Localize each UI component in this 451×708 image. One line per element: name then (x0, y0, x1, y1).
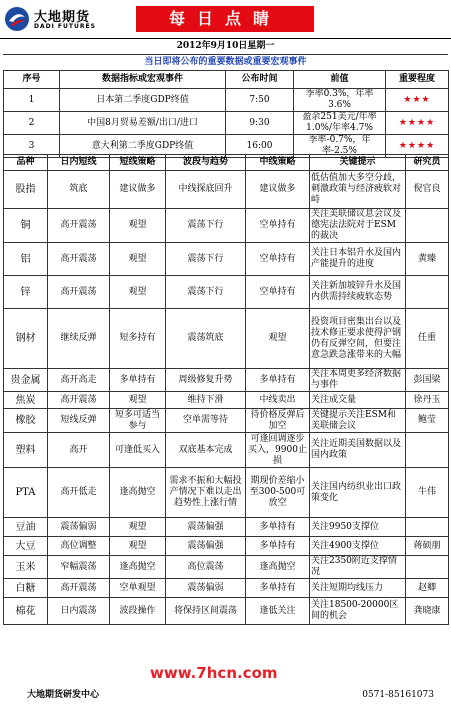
row-mid: 观望 (246, 309, 310, 369)
row-hint: 关注4900支撑位 (310, 537, 406, 556)
col-header: 品种 (4, 155, 48, 171)
row-trend: 震荡下行 (166, 243, 246, 276)
logo-text-cn: 大地期货 (34, 10, 91, 25)
footer-org: 大地期货研发中心 (27, 690, 100, 700)
row-hint: 投资项目密集出台以及技术修正要求使得沪钢仍有反弹空间，但要注意急跌急涨带来的大幅 (310, 309, 406, 369)
row-item: 铝 (4, 243, 48, 276)
row-short: 多单持有 (110, 369, 166, 392)
table-row (4, 433, 449, 468)
col-header: 短线策略 (110, 155, 166, 171)
event-importance: ★★★★ (386, 135, 449, 158)
event-importance: ★★★ (386, 89, 449, 112)
event-time: 16:00 (226, 135, 294, 158)
row-hint: 关注2350附近支撑情况 (310, 556, 406, 579)
row-trend: 高位震荡 (166, 556, 246, 579)
table-row (4, 392, 449, 409)
row-intraday: 高开 (48, 433, 110, 468)
table-row (4, 518, 449, 537)
row-intraday: 高开震荡 (48, 392, 110, 409)
event-importance: ★★★★ (386, 112, 449, 135)
col-header: 重要程度 (386, 71, 449, 89)
row-mid: 建议做多 (246, 171, 310, 209)
footer (3, 684, 448, 706)
footer-phone: 0571-85161073 (362, 690, 434, 700)
row-short: 波段操作 (110, 598, 166, 625)
table-row (4, 209, 449, 243)
row-intraday: 高开低走 (48, 468, 110, 518)
row-trend: 震荡偏强 (166, 537, 246, 556)
row-trend: 双底基本完成 (166, 433, 246, 468)
event-prev: 季率-0.7%，年率-2.5% (294, 135, 386, 158)
row-short: 短多持有 (110, 309, 166, 369)
logo-mark-icon (4, 6, 30, 32)
row-researcher: 倪官良 (406, 171, 449, 209)
watermark: www.7hcn.com (150, 664, 278, 682)
row-hint: 关注国内纺织业出口政策变化 (310, 468, 406, 518)
col-header: 前值 (294, 71, 386, 89)
row-hint: 低估值加大多空分歧，刺激政策与经济疲软对峙 (310, 171, 406, 209)
table-row (4, 276, 449, 309)
table-row (4, 243, 449, 276)
row-item: 玉米 (4, 556, 48, 579)
col-header: 中线策略 (246, 155, 310, 171)
row-intraday: 日内震荡 (48, 598, 110, 625)
row-mid: 空单持有 (246, 209, 310, 243)
row-mid: 多单持有 (246, 369, 310, 392)
row-hint: 关注近期美国数据以及国内政策 (310, 433, 406, 468)
row-researcher (406, 433, 449, 468)
col-header: 研究员 (406, 155, 449, 171)
row-item: 大豆 (4, 537, 48, 556)
page-title: 每日点睛 (136, 6, 314, 32)
row-trend: 中线探底回升 (166, 171, 246, 209)
event-no: 3 (4, 135, 60, 158)
row-researcher: 徐丹玉 (406, 392, 449, 409)
col-header: 波段与趋势 (166, 155, 246, 171)
col-header: 数据指标或宏观事件 (60, 71, 226, 89)
row-short: 观望 (110, 276, 166, 309)
logo-text-en: DADI FUTURES (34, 23, 96, 30)
row-mid: 中线卖出 (246, 392, 310, 409)
row-hint: 关注日本铝升水及国内产能提升的进度 (310, 243, 406, 276)
row-short: 逢高抛空 (110, 468, 166, 518)
row-intraday: 高位调整 (48, 537, 110, 556)
event-no: 1 (4, 89, 60, 112)
col-header: 序号 (4, 71, 60, 89)
row-researcher: 彭国梁 (406, 369, 449, 392)
row-mid: 逢低关注 (246, 598, 310, 625)
row-mid: 多单持有 (246, 579, 310, 598)
row-researcher: 龚晓康 (406, 598, 449, 625)
row-item: 棉花 (4, 598, 48, 625)
row-hint: 关注本周更多经济数据与事件 (310, 369, 406, 392)
row-intraday: 高开高走 (48, 369, 110, 392)
col-header: 日内短线 (48, 155, 110, 171)
row-intraday: 高开震荡 (48, 276, 110, 309)
table-row (4, 409, 449, 433)
row-intraday: 高开震荡 (48, 243, 110, 276)
row-trend: 震荡筑底 (166, 309, 246, 369)
row-intraday: 高开震荡 (48, 209, 110, 243)
row-item: 橡胶 (4, 409, 48, 433)
event-row (4, 89, 449, 112)
events-subtitle: 当日即将公布的重要数据或重要宏观事件 (3, 54, 448, 71)
row-hint: 关注成交量 (310, 392, 406, 409)
row-item: 股指 (4, 171, 48, 209)
row-researcher (406, 209, 449, 243)
row-researcher: 蒋硕朋 (406, 537, 449, 556)
row-trend: 震荡偏强 (166, 518, 246, 537)
event-time: 9:30 (226, 112, 294, 135)
row-hint: 关键提示关注ESM和美联储会议 (310, 409, 406, 433)
table-row (4, 369, 449, 392)
row-short: 短多可适当参与 (110, 409, 166, 433)
row-researcher (406, 276, 449, 309)
row-researcher (406, 518, 449, 537)
event-prev: 盈余251美元/年率1.0%/年率4.7% (294, 112, 386, 135)
row-short: 观望 (110, 243, 166, 276)
row-intraday: 筑底 (48, 171, 110, 209)
row-intraday: 震荡偏弱 (48, 518, 110, 537)
row-short: 空单观望 (110, 579, 166, 598)
row-item: 铜 (4, 209, 48, 243)
row-short: 观望 (110, 392, 166, 409)
row-item: 塑料 (4, 433, 48, 468)
row-short: 建议做多 (110, 171, 166, 209)
row-trend: 维持下滑 (166, 392, 246, 409)
event-name: 中国8月贸易差额/出口/进口 (60, 112, 226, 135)
strategy-header-row (4, 155, 449, 171)
events-header-row (4, 71, 449, 89)
row-researcher: 牛伟 (406, 468, 449, 518)
report-date: 2012年9月10日星期一 (176, 41, 275, 51)
row-mid: 可逢回调逐步买入，9900止损 (246, 433, 310, 468)
row-item: 钢材 (4, 309, 48, 369)
row-hint: 关注9950支撑位 (310, 518, 406, 537)
row-hint: 关注美联储议息会议及德宪法法院对于ESM的裁决 (310, 209, 406, 243)
event-name: 意大利第二季度GDP终值 (60, 135, 226, 158)
row-short: 观望 (110, 518, 166, 537)
event-prev: 季率0.3%，年率3.6% (294, 89, 386, 112)
row-intraday: 窄幅震荡 (48, 556, 110, 579)
row-item: PTA (4, 468, 48, 518)
row-trend: 需求不振和大幅投产情况下难以走出趋势性上涨行情 (166, 468, 246, 518)
table-row (4, 309, 449, 369)
row-researcher: 赵卿 (406, 579, 449, 598)
event-no: 2 (4, 112, 60, 135)
row-hint: 关注新加坡锌升水及国内供需持续疲软态势 (310, 276, 406, 309)
row-researcher: 任重 (406, 309, 449, 369)
strategy-table (3, 154, 449, 625)
row-trend: 将保持区间震荡 (166, 598, 246, 625)
row-item: 贵金属 (4, 369, 48, 392)
event-time: 7:50 (226, 89, 294, 112)
row-trend: 震荡下行 (166, 209, 246, 243)
col-header: 关键提示 (310, 155, 406, 171)
row-short: 可逢低买入 (110, 433, 166, 468)
row-researcher (406, 556, 449, 579)
row-mid: 多单持有 (246, 537, 310, 556)
row-short: 观望 (110, 209, 166, 243)
row-hint: 关注18500-20000区间的机会 (310, 598, 406, 625)
event-name: 日本第二季度GDP终值 (60, 89, 226, 112)
row-mid: 空单持有 (246, 243, 310, 276)
row-mid: 待价格反弹后加空 (246, 409, 310, 433)
row-hint: 关注短期均线压力 (310, 579, 406, 598)
event-row (4, 112, 449, 135)
row-item: 白糖 (4, 579, 48, 598)
events-table (3, 70, 449, 158)
row-intraday: 短线反弹 (48, 409, 110, 433)
company-logo (4, 4, 104, 34)
table-row (4, 598, 449, 625)
row-trend: 周级修复升势 (166, 369, 246, 392)
row-researcher: 黄臻 (406, 243, 449, 276)
table-row (4, 579, 449, 598)
strategy-rows (4, 171, 449, 625)
col-header: 公布时间 (226, 71, 294, 89)
row-mid: 多单持有 (246, 518, 310, 537)
row-mid: 逢高抛空 (246, 556, 310, 579)
row-intraday: 继续反弹 (48, 309, 110, 369)
row-trend: 震荡偏弱 (166, 579, 246, 598)
row-mid: 空单持有 (246, 276, 310, 309)
row-item: 锌 (4, 276, 48, 309)
row-trend: 震荡下行 (166, 276, 246, 309)
row-short: 观望 (110, 537, 166, 556)
table-row (4, 556, 449, 579)
table-row (4, 468, 449, 518)
table-row (4, 537, 449, 556)
row-trend: 空单需等待 (166, 409, 246, 433)
row-short: 逢高抛空 (110, 556, 166, 579)
header (0, 0, 451, 39)
row-intraday: 高开震荡 (48, 579, 110, 598)
row-researcher: 鲍莹 (406, 409, 449, 433)
row-item: 焦炭 (4, 392, 48, 409)
table-row (4, 171, 449, 209)
row-mid: 期现价差缩小至300-500可放空 (246, 468, 310, 518)
row-item: 豆油 (4, 518, 48, 537)
